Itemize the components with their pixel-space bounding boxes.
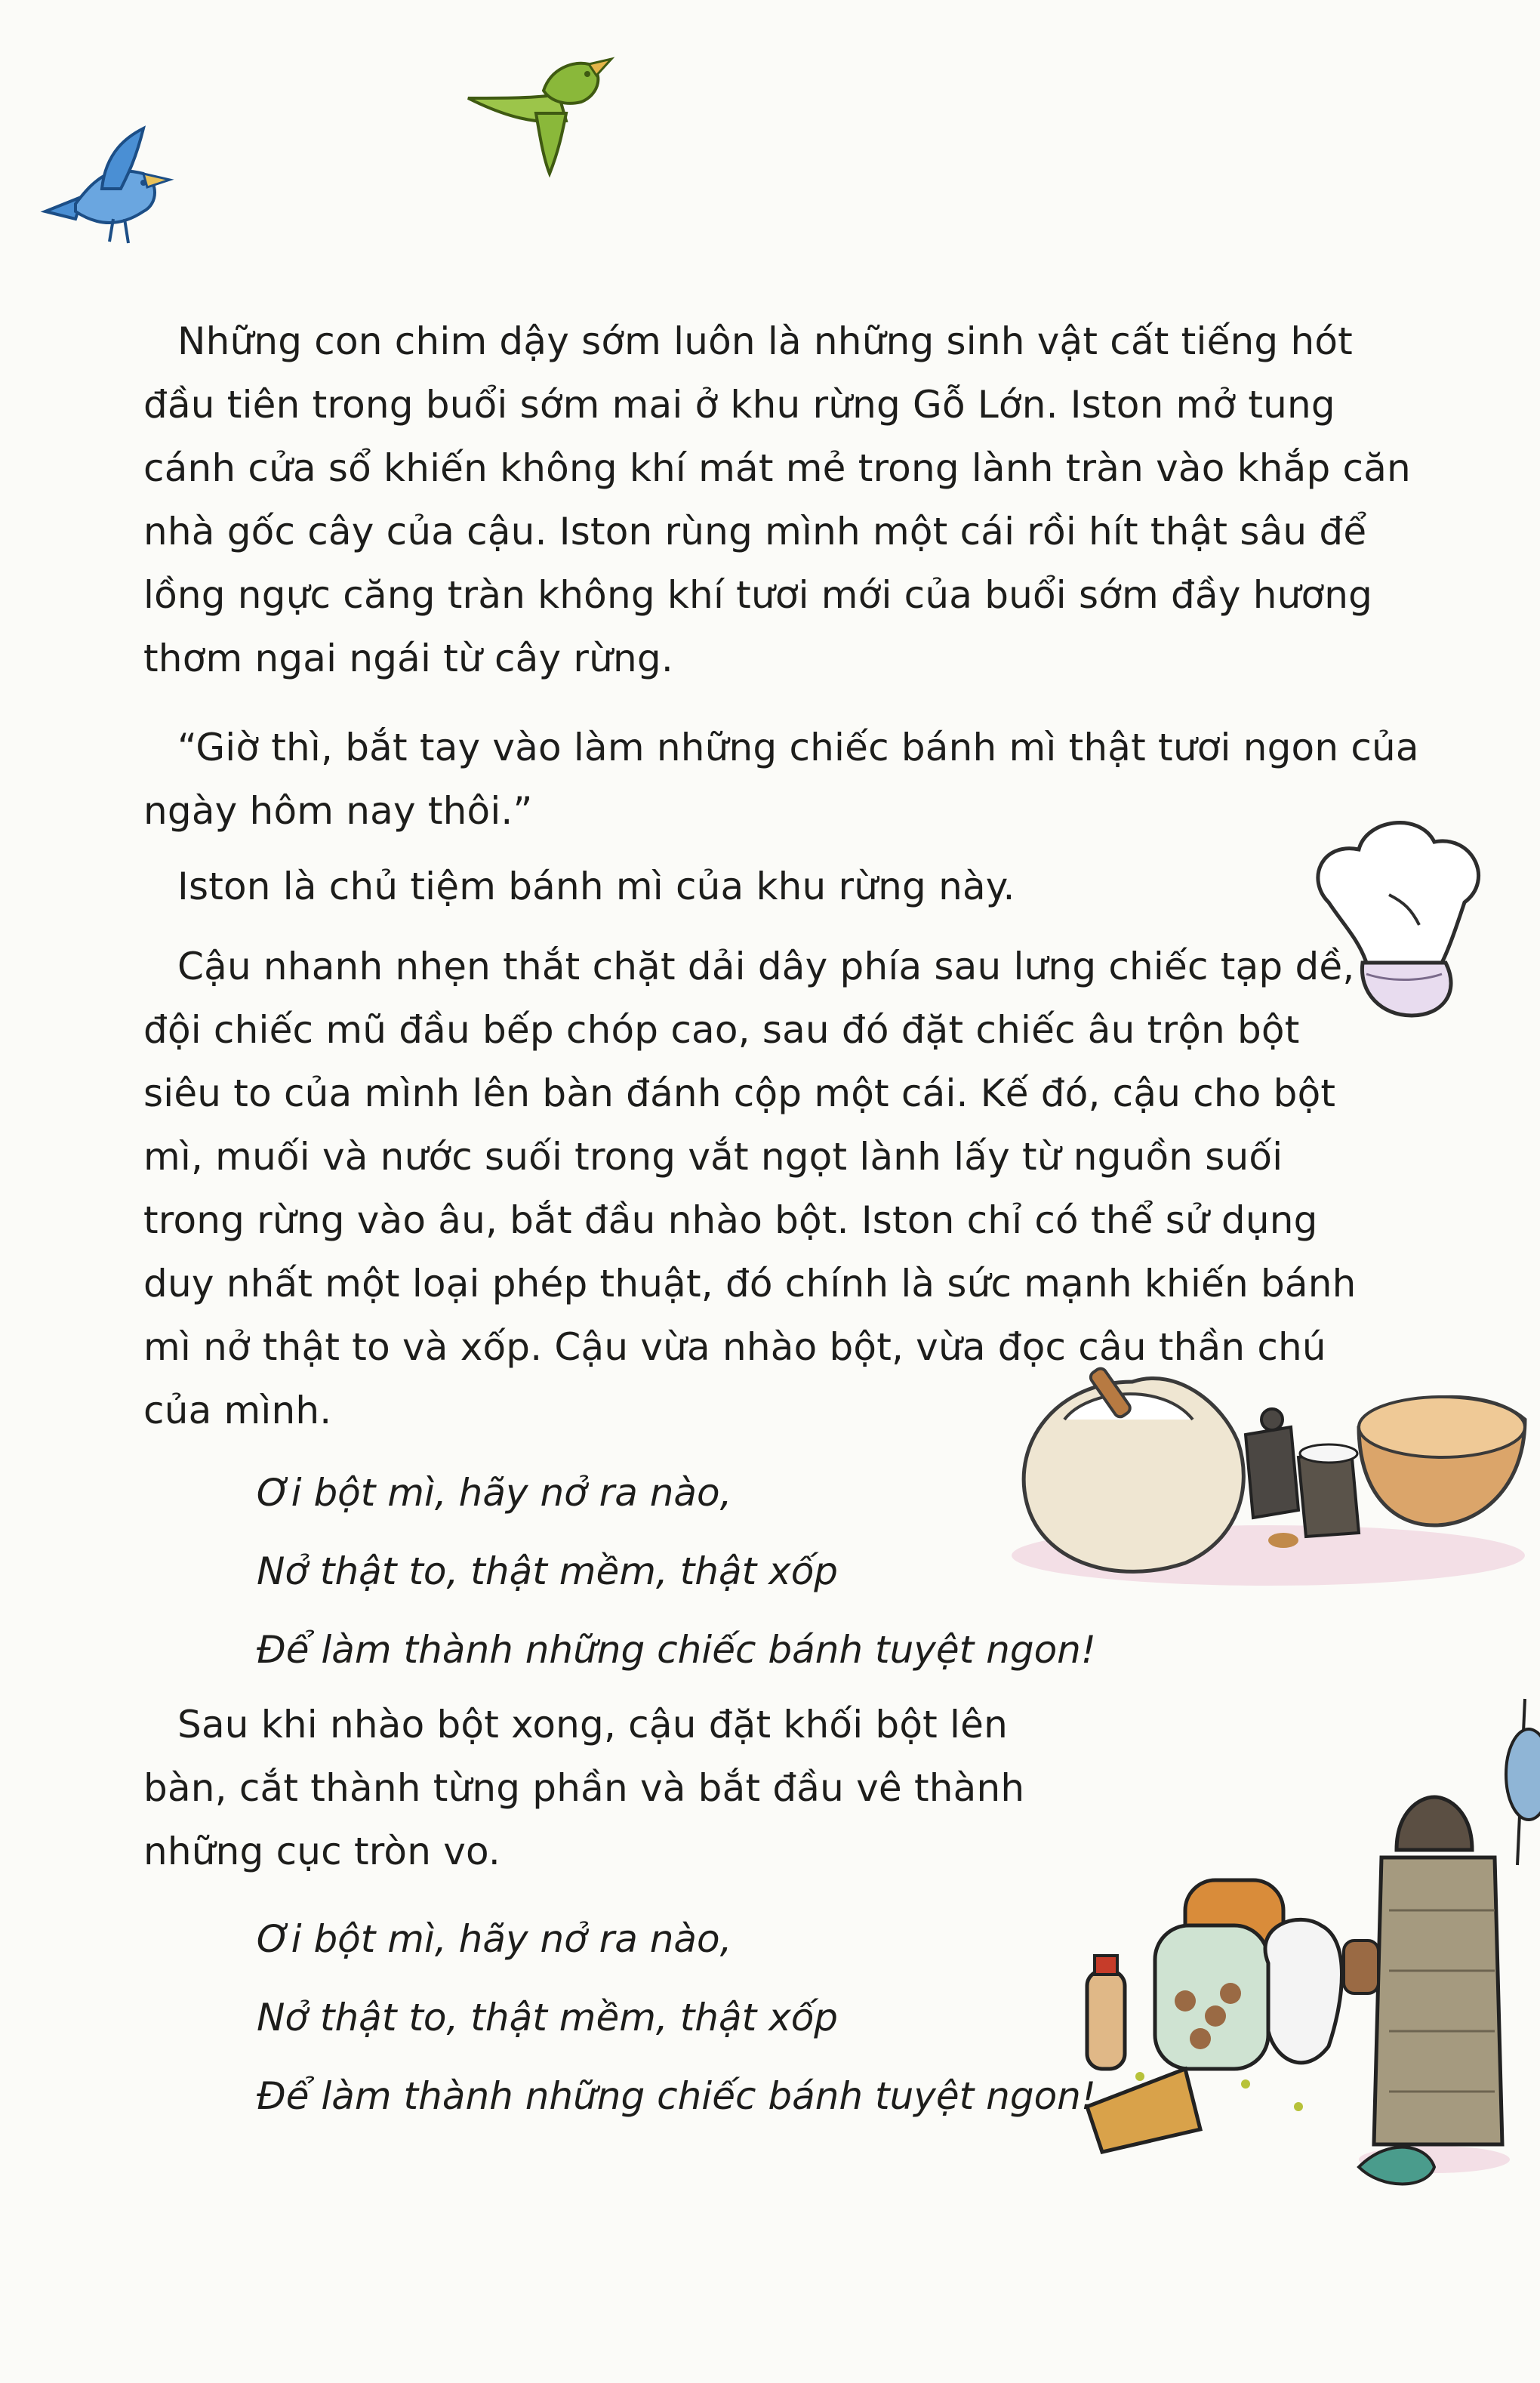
verse-2-line-2: Nở thật to, thật mềm, thật xốp [257,1996,839,2039]
green-bird-illustration [460,53,619,181]
kitchen-jars-and-stove-illustration [1072,1684,1540,2197]
verse-2-line-3: Để làm thành những chiếc bánh tuyệt ngon! [257,2074,1096,2118]
verse-2-line-1: Ơi bột mì, hãy nở ra nào, [257,1917,732,1961]
verse-1-line-1: Ơi bột mì, hãy nở ra nào, [257,1471,732,1515]
paragraph-shaping-dough: Sau khi nhào bột xong, cậu đặt khối bột lên bàn, cắt thành từng phần và bắt đầu vê thành những cục tròn vo. [143,1703,1025,1873]
paragraph-kneading: Cậu nhanh nhẹn thắt chặt dải dây phía sau lưng chiếc tạp dề, đội chiếc mũ đầu bếp chóp cao, sau đó đặt chiếc âu trộn bột siêu to của mình lên bàn đánh cộp một cái. Kế đó, cậu cho bột mì, muối và nước suối trong vắt ngọt lành lấy từ nguồn suối trong rừng vào âu, bắt đầu nhào bột. Iston chỉ có thể sử dụng duy nhất một loại phép thuật, đó chính là sức mạnh khiến bánh mì nở thật to và xốp. Cậu vừa nhào bột, vừa đọc câu thần chú của mình. [143,945,1357,1432]
paragraph-iston-baker: Iston là chủ tiệm bánh mì của khu rừng này. [177,865,1015,908]
incantation-verse-2 [257,1900,1102,2135]
blue-bird-illustration [30,121,189,257]
verse-1-line-2: Nở thật to, thật mềm, thật xốp [257,1549,839,1593]
paragraph-opening: Những con chim dậy sớm luôn là những sinh vật cất tiếng hót đầu tiên trong buổi sớm mai ở khu rừng Gỗ Lớn. Iston mở tung cánh cửa sổ khiến không khí mát mẻ trong lành tràn vào khắp căn nhà gốc cây của cậu. Iston rùng mình một cái rồi hít thật sâu để lồng ngực căng tràn không khí tươi mới của buổi sớm đầy hương thơm ngai ngái từ cây rừng. [143,319,1411,680]
paragraph-dialogue: “Giờ thì, bắt tay vào làm những chiếc bánh mì thật tươi ngon của ngày hôm nay thôi.” [143,726,1419,833]
incantation-verse-1 [257,1454,1163,1689]
verse-1-line-3: Để làm thành những chiếc bánh tuyệt ngon! [257,1628,1096,1672]
